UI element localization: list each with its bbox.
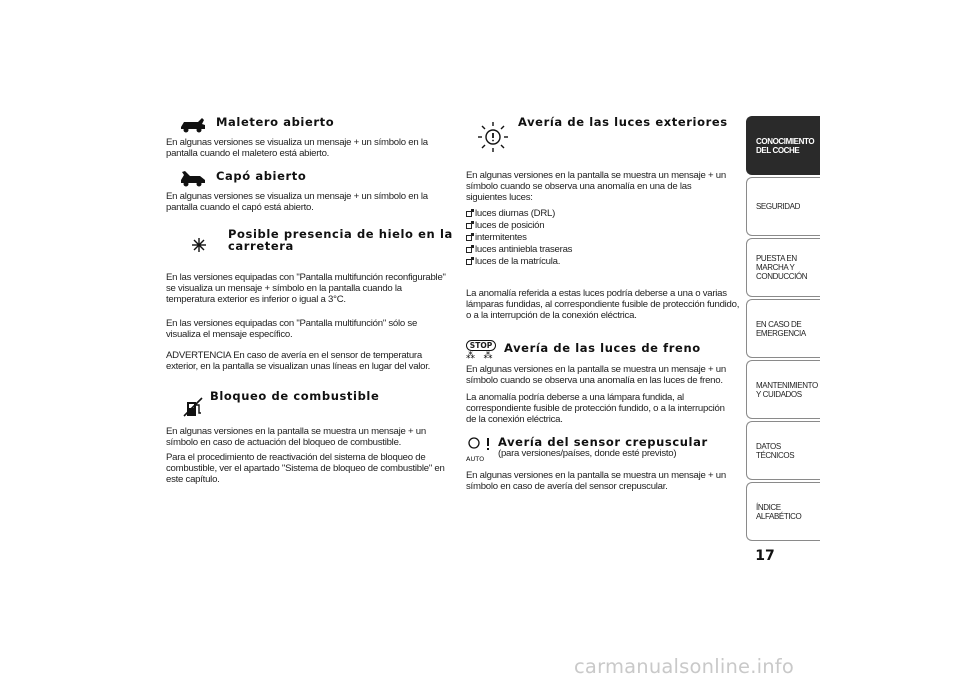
- chapter-tabs: [746, 116, 820, 543]
- section-title: Avería de las luces exteriores: [518, 115, 728, 129]
- section-text: La anomalía podría deberse a una lámpara fundida, al correspondiente fusible de protección fundido, o a la interrupción de la conexión eléctrica.: [466, 392, 725, 426]
- section-title: Maletero abierto: [216, 115, 335, 129]
- section-text: En algunas versiones en la pantalla se muestra un mensaje + un símbolo en caso de actuación del bloqueo de combustible.: [166, 426, 426, 449]
- section-subtitle: (para versiones/países, donde esté previsto): [498, 448, 677, 459]
- stop-lamp-fault-icon: STOP ⁂ ⁂: [466, 341, 496, 360]
- tab-datos-tecnicos[interactable]: DATOS TÉCNICOS: [746, 421, 820, 480]
- tab-puesta-en-marcha[interactable]: PUESTA EN MARCHA Y CONDUCCIÓN: [746, 238, 820, 297]
- list-item: intermitentes: [466, 232, 572, 244]
- bullet-icon: [466, 247, 472, 253]
- tab-mantenimiento[interactable]: MANTENIMIENTO Y CUIDADOS: [746, 360, 820, 419]
- section-text: En las versiones equipadas con "Pantalla multifunción reconfigurable" se visualiza un mensaje + símbolo en la pantalla cuando la temperatura exterior es inferior o igual a 3°C.: [166, 272, 446, 306]
- auto-label: AUTO: [466, 455, 485, 463]
- section-title: Avería del sensor crepuscular: [498, 435, 708, 449]
- list-item: luces diurnas (DRL): [466, 208, 572, 220]
- car-bonnet-open-icon: [178, 170, 208, 188]
- left-column: [166, 110, 456, 498]
- section-maletero: [166, 110, 456, 164]
- section-text: En las versiones equipadas con "Pantalla multifunción" sólo se visualiza el mensaje específico.: [166, 318, 418, 341]
- section-text: En algunas versiones en la pantalla se muestra un mensaje + un símbolo cuando se observa una anomalía en las luces de freno.: [466, 364, 726, 387]
- section-text: En algunas versiones se visualiza un mensaje + un símbolo en la pantalla cuando el maletero está abierto.: [166, 137, 428, 160]
- section-title: Bloqueo de combustible: [210, 389, 380, 403]
- section-hielo: [166, 220, 456, 388]
- tab-en-caso-de-emergencia[interactable]: EN CASO DE EMERGENCIA: [746, 299, 820, 358]
- section-capo: [166, 164, 456, 220]
- section-title: Avería de las luces de freno: [504, 341, 701, 355]
- section-intro: En algunas versiones en la pantalla se muestra un mensaje + un símbolo cuando se observa una anomalía en una de las siguientes luces:: [466, 170, 726, 204]
- dusk-sensor-fault-icon: [466, 436, 494, 463]
- section-text: En algunas versiones se visualiza un mensaje + un símbolo en la pantalla cuando el capó está abierto.: [166, 191, 428, 214]
- exterior-light-fault-icon: [476, 120, 510, 154]
- section-sensor: [466, 436, 742, 516]
- list-item: luces antiniebla traseras: [466, 244, 572, 256]
- section-title: Capó abierto: [216, 169, 307, 183]
- stop-label: STOP: [466, 340, 496, 351]
- section-luces: [466, 110, 742, 338]
- snowflake-icon: [192, 238, 206, 252]
- section-warning: ADVERTENCIA En caso de avería en el sensor de temperatura exterior, en la pantalla se visualizan unas líneas en lugar del valor.: [166, 350, 431, 373]
- section-freno: [466, 338, 742, 436]
- car-trunk-open-icon: [178, 116, 208, 134]
- light-list: [466, 208, 572, 268]
- bullet-icon: [466, 259, 472, 265]
- right-column: [466, 110, 742, 516]
- bullet-icon: [466, 235, 472, 241]
- section-combustible: [166, 388, 456, 498]
- list-item: luces de posición: [466, 220, 572, 232]
- bullet-icon: [466, 211, 472, 217]
- section-text: En algunas versiones en la pantalla se muestra un mensaje + un símbolo en caso de avería del sensor crepuscular.: [466, 470, 726, 493]
- tab-conocimiento-del-coche[interactable]: CONOCIMIENTO DEL COCHE: [746, 116, 820, 175]
- tab-indice-alfabetico[interactable]: ÍNDICE ALFABÉTICO: [746, 482, 820, 541]
- section-title: Posible presencia de hielo en la carretera: [228, 227, 453, 253]
- section-text: La anomalía referida a estas luces podría deberse a una o varias lámparas fundidas, al correspondiente fusible de protección fundido, o a la interrupción de la conexión eléctrica.: [466, 288, 740, 322]
- list-item: luces de la matrícula.: [466, 256, 572, 268]
- tab-seguridad[interactable]: SEGURIDAD: [746, 177, 820, 236]
- watermark: carmanualsonline.info: [574, 655, 794, 678]
- fuel-cutoff-icon: [182, 396, 204, 418]
- section-text: Para el procedimiento de reactivación del sistema de bloqueo de combustible, ver el apartado "Sistema de bloqueo de combustible" en este capítulo.: [166, 452, 445, 486]
- page-number: 17: [755, 548, 775, 564]
- bullet-icon: [466, 223, 472, 229]
